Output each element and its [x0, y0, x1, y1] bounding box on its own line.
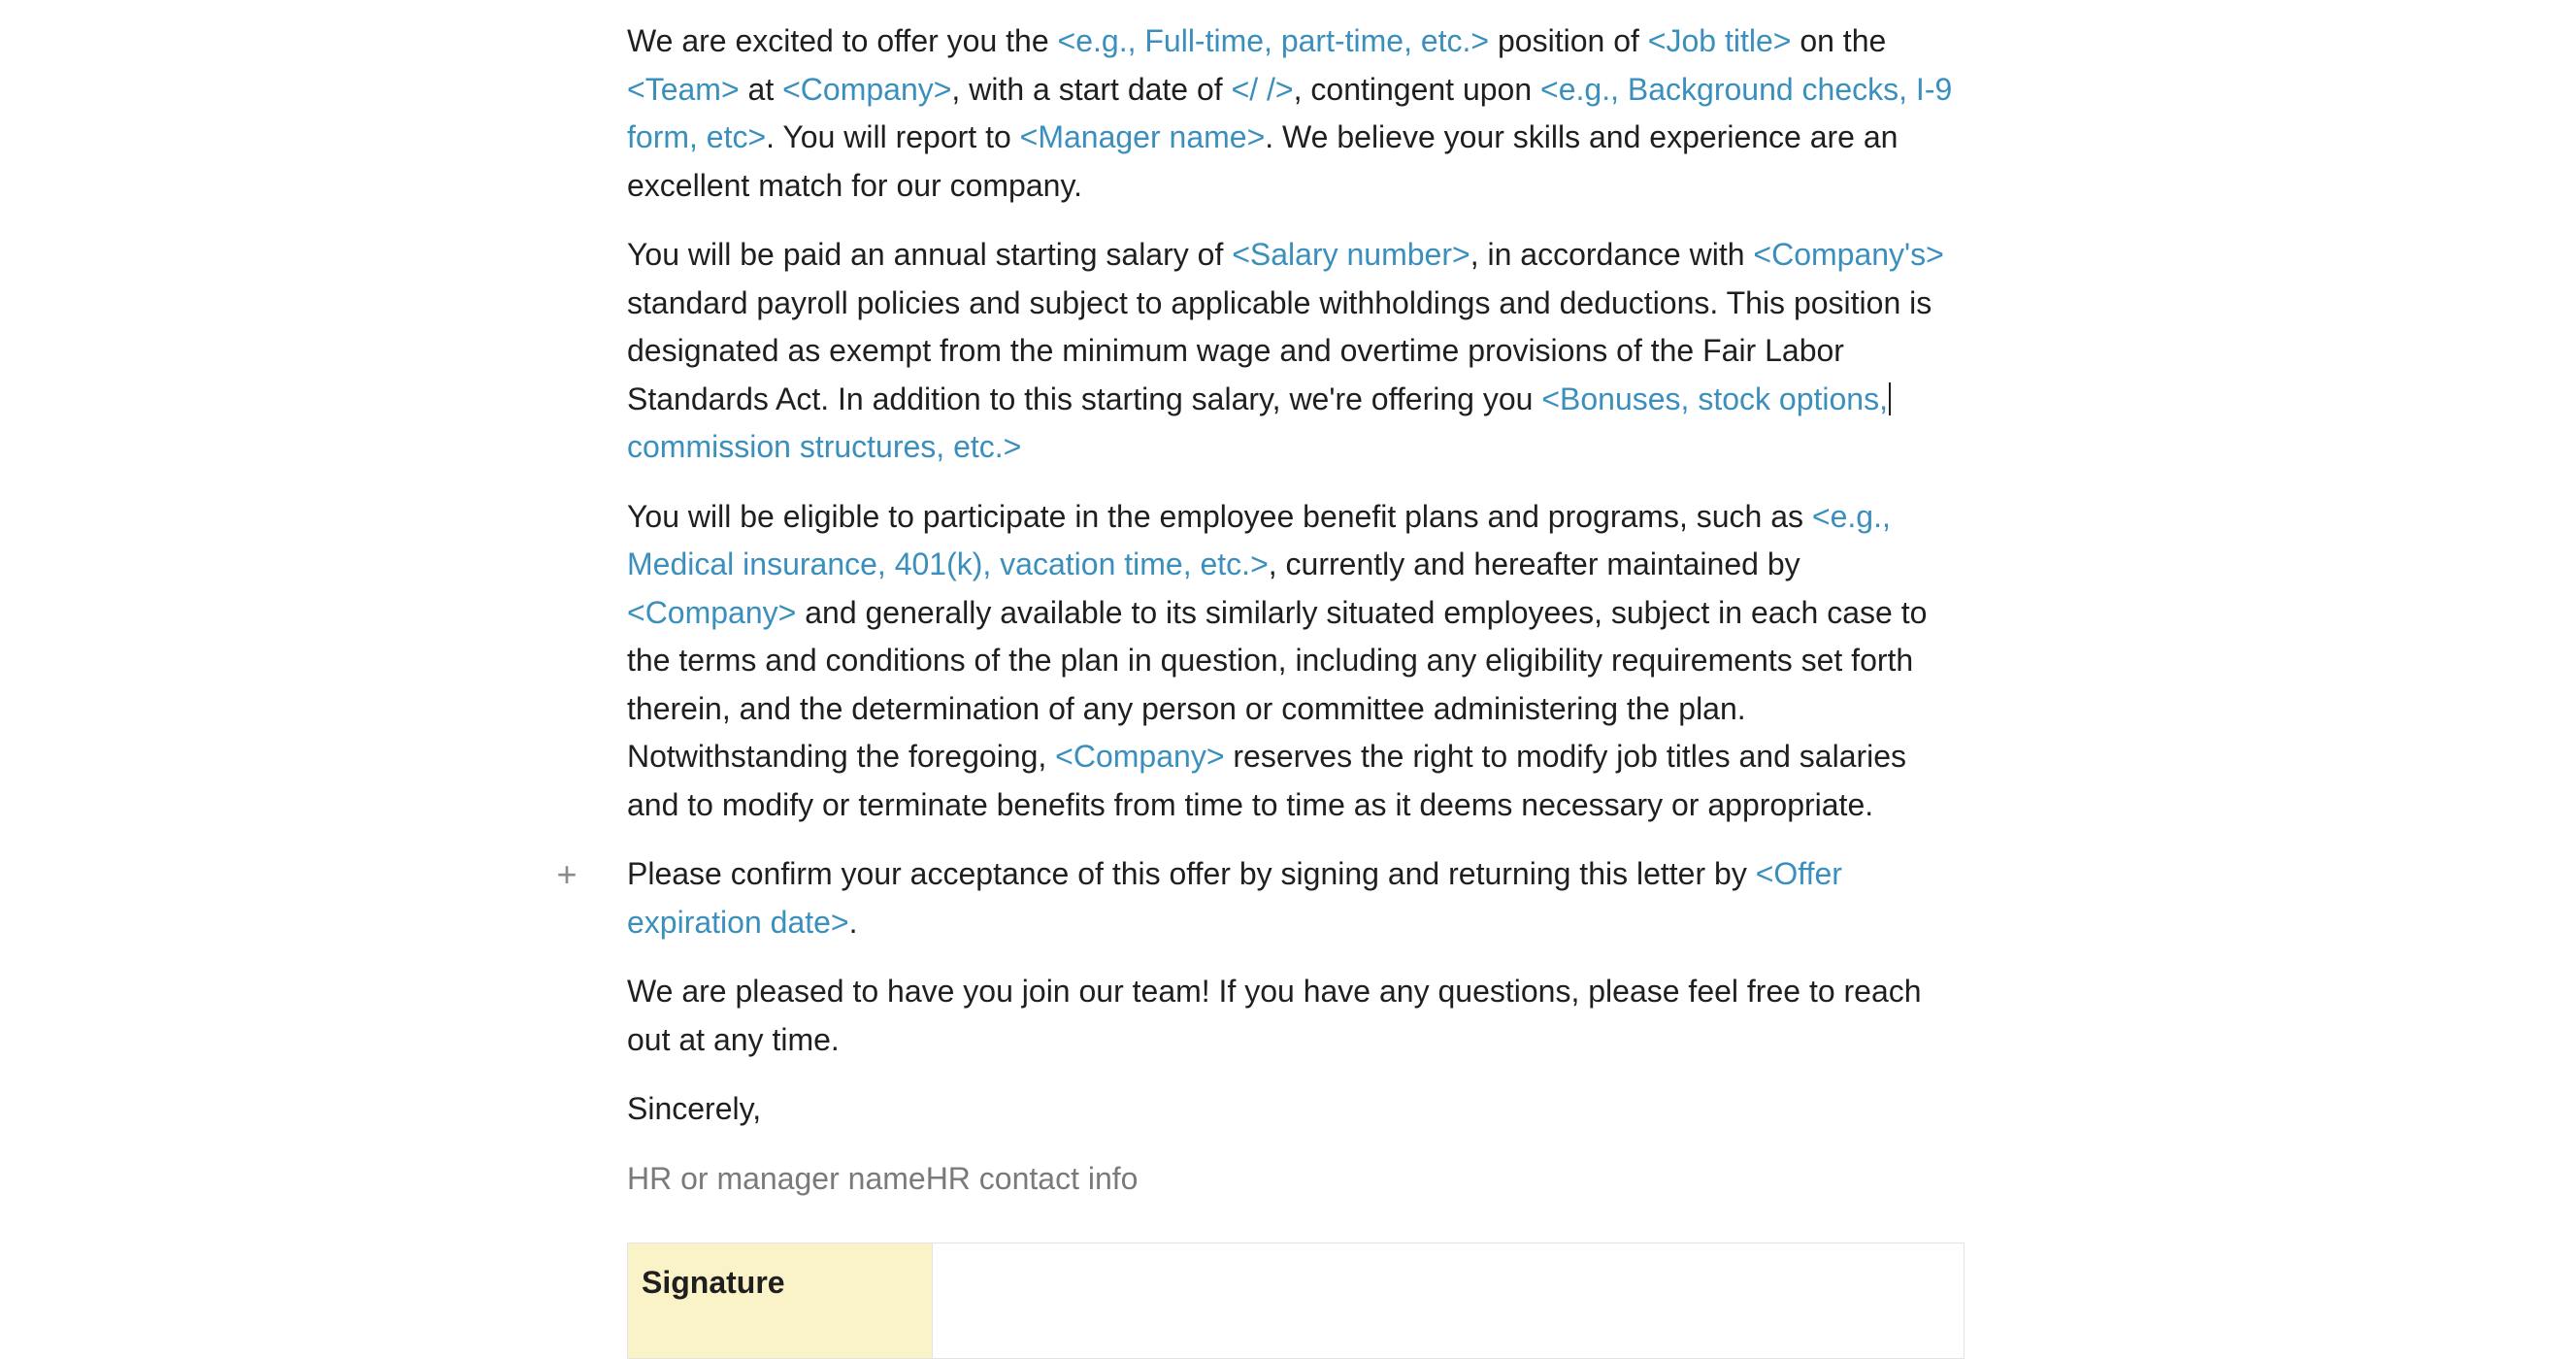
paragraph-offer[interactable] — [627, 17, 1965, 210]
placeholder-employment-type[interactable]: <e.g., Full-time, part-time, etc.> — [1057, 23, 1490, 58]
text-run: , currently and hereafter maintained by — [1268, 547, 1800, 581]
placeholder-benefits-list[interactable]: <e.g., Medical insurance, 401(k), vacation time, etc.> — [627, 498, 1891, 581]
placeholder-offer-expiration-date[interactable]: <Offer expiration date> — [627, 856, 1842, 940]
closing-line[interactable]: Sincerely, — [627, 1091, 762, 1126]
signature-value-cell[interactable] — [933, 1243, 1965, 1359]
text-run: , with a start date of — [951, 71, 1232, 107]
text-run: reserves the right to modify job titles and salaries and to modify or terminate benefits from time to time as it deems necessary or appropriate. — [627, 739, 1907, 822]
placeholder-company[interactable]: <Company> — [627, 594, 797, 630]
paragraph-acceptance[interactable] — [556, 850, 1965, 946]
signer-placeholder[interactable]: HR or manager nameHR contact info — [627, 1160, 1139, 1196]
plus-icon[interactable]: + — [556, 853, 578, 894]
placeholder-team[interactable]: <Team> — [627, 71, 740, 107]
placeholder-job-title[interactable]: <Job title> — [1647, 23, 1792, 58]
text-run: Please confirm your acceptance of this offer by signing and returning this letter by — [627, 856, 1756, 891]
signature-label: Signature — [642, 1265, 785, 1300]
text-run: You will be paid an annual starting salary of — [627, 237, 1233, 272]
table-row — [628, 1243, 1965, 1359]
signature-table — [627, 1243, 1965, 1359]
placeholder-part: commission structures, etc.> — [627, 429, 1022, 464]
placeholder-start-date[interactable]: </ /> — [1231, 71, 1294, 107]
placeholder-manager-name[interactable]: <Manager name> — [1019, 119, 1266, 154]
text-run: , contingent upon — [1293, 71, 1541, 107]
paragraph-benefits[interactable] — [627, 493, 1965, 830]
text-run: on the — [1791, 23, 1887, 58]
text-run: . You will report to — [766, 119, 1020, 154]
placeholder-company[interactable]: <Company> — [782, 71, 952, 107]
text-run: We are excited to offer you the — [627, 23, 1058, 58]
text-run: , in accordance with — [1470, 237, 1754, 272]
text-cursor — [1889, 382, 1891, 415]
document-body — [556, 17, 1965, 1224]
placeholder-salary-number[interactable]: <Salary number> — [1232, 237, 1470, 272]
text-run: You will be eligible to participate in the employee benefit plans and programs, such as — [627, 498, 1812, 534]
text-run: position of — [1489, 23, 1648, 58]
placeholder-part: <Bonuses, stock options, — [1541, 381, 1888, 416]
signature-label-cell[interactable] — [628, 1243, 933, 1359]
text-run: . We believe your skills and experience are an excellent match for our company. — [627, 119, 1899, 203]
paragraph-salary[interactable] — [627, 231, 1965, 472]
paragraph-welcome[interactable]: We are pleased to have you join our team! If you have any questions, please feel free to reach out at any time. — [627, 974, 1922, 1057]
placeholder-company[interactable]: <Company> — [1055, 739, 1225, 774]
text-run: and generally available to its similarly situated employees, subject in each case to the terms and conditions of the plan in question, including any eligibility requirements set forth therein, and the determination of any person or committee administering the plan. Notwithstanding the foregoing, — [627, 594, 1928, 774]
placeholder-contingencies[interactable]: <e.g., Background checks, I-9 form, etc> — [627, 71, 1953, 154]
text-run: standard payroll policies and subject to applicable withholdings and deductions. This position is designated as exempt from the minimum wage and overtime provisions of the Fair Labor Standards Act. In addition to this starting salary, we're offering you — [627, 284, 1932, 416]
placeholder-company-possessive[interactable]: <Company's> — [1753, 237, 1944, 272]
text-run: . — [848, 904, 858, 940]
text-run: at — [739, 71, 783, 107]
